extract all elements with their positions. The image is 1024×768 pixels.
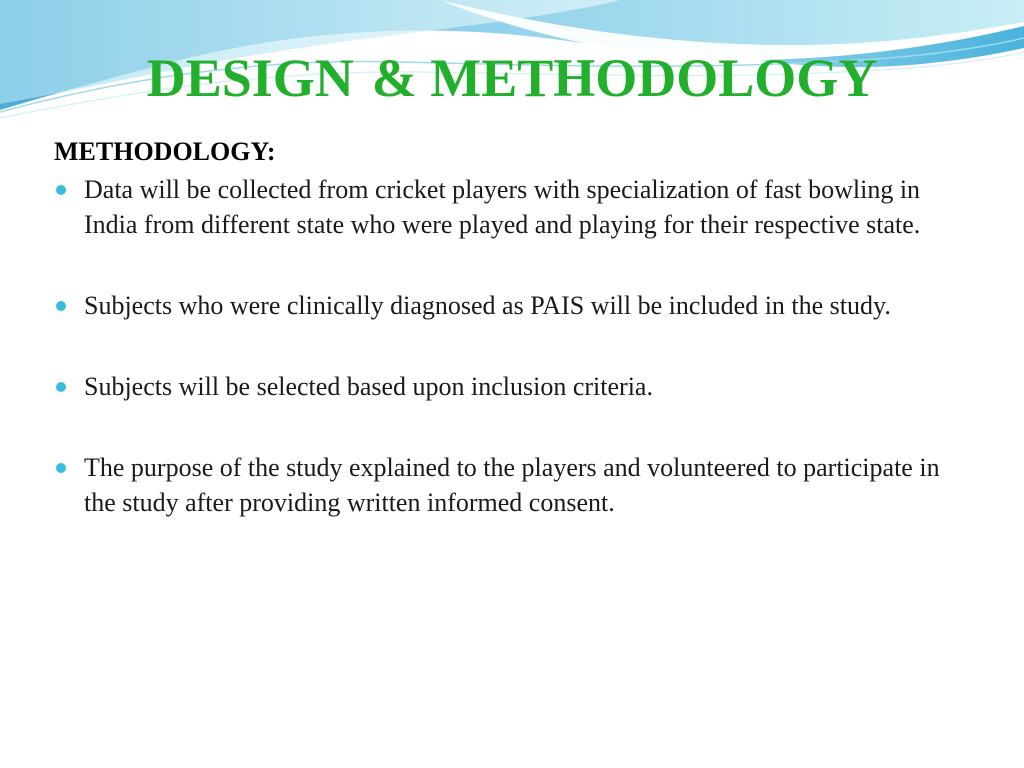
slide-title bbox=[0, 46, 1024, 110]
bullet-list bbox=[54, 172, 974, 520]
slide-content bbox=[54, 134, 974, 520]
bullet-dot-icon bbox=[56, 463, 66, 473]
section-heading: METHODOLOGY: bbox=[54, 137, 276, 166]
list-item bbox=[54, 450, 974, 520]
bullet-dot-icon bbox=[56, 185, 66, 195]
list-item bbox=[54, 288, 974, 323]
title-part-design: DESIGN bbox=[146, 48, 354, 108]
bullet-text: Data will be collected from cricket players with specialization of fast bowling in India from different state who were played and playing for their respective state. bbox=[84, 175, 921, 239]
list-item bbox=[54, 172, 974, 242]
bullet-text: Subjects who were clinically diagnosed as PAIS will be included in the study. bbox=[84, 291, 891, 320]
list-item bbox=[54, 369, 974, 404]
bullet-dot-icon bbox=[56, 382, 66, 392]
bullet-text: The purpose of the study explained to the players and volunteered to participate in the study after providing written informed consent. bbox=[84, 453, 940, 517]
title-part-methodology: & METHODOLOGY bbox=[371, 48, 878, 108]
bullet-text: Subjects will be selected based upon inclusion criteria. bbox=[84, 372, 653, 401]
bullet-dot-icon bbox=[56, 301, 66, 311]
